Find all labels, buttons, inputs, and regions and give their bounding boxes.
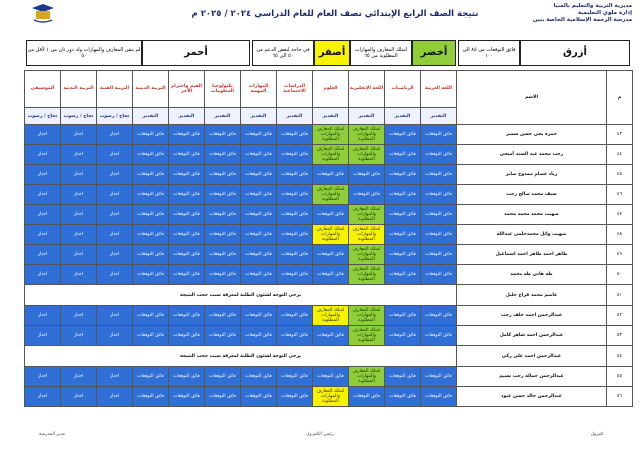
grade-cell: امتلك المعارف والمهارات المطلوبة (313, 225, 349, 245)
table-row (25, 245, 633, 265)
grade-cell: فائق التوقعات (385, 165, 421, 185)
table-row (25, 165, 633, 185)
student-number: ٥٥ (607, 367, 633, 387)
table-row (25, 225, 633, 245)
grade-cell: فائق التوقعات (205, 185, 241, 205)
subject-subheader: نجاح / رسوب (97, 108, 133, 125)
student-number: ٤٣ (607, 125, 633, 145)
student-number: ٥٣ (607, 326, 633, 346)
grade-cell: فائق التوقعات (133, 125, 169, 145)
grade-cell: اجتاز (61, 265, 97, 285)
grade-cell: فائق التوقعات (205, 387, 241, 407)
table-row (25, 306, 633, 326)
grade-cell: اجتاز (97, 306, 133, 326)
subject-subheader: التقدير (421, 108, 457, 125)
student-number: ٤٩ (607, 245, 633, 265)
grade-cell: اجتاز (61, 306, 97, 326)
grade-cell: اجتاز (61, 367, 97, 387)
school-label: مدرسة الرحمة الإسلامية الخاصة بنين (532, 17, 632, 23)
student-name: عبدالرحمن احمد خلف رجب (457, 306, 607, 326)
page-title: نتيجة الصف الرابع الإبتدائي نصف العام للعام الدراسي ٢٠٢٤ / ٢٠٢٥ م (191, 9, 479, 19)
grade-cell: فائق التوقعات (133, 367, 169, 387)
student-number: ٥٠ (607, 265, 633, 285)
grade-cell: امتلك المعارف والمهارات المطلوبة (349, 326, 385, 346)
subject-subheader: التقدير (169, 108, 205, 125)
grade-cell: اجتاز (61, 205, 97, 225)
grade-cell: فائق التوقعات (133, 306, 169, 326)
subject-header: تكنولوجيا المعلومات (205, 71, 241, 108)
grade-cell: فائق التوقعات (133, 245, 169, 265)
grade-cell: فائق التوقعات (169, 125, 205, 145)
grade-cell: فائق التوقعات (241, 145, 277, 165)
grade-cell: فائق التوقعات (133, 205, 169, 225)
grade-cell: فائق التوقعات (205, 125, 241, 145)
grade-cell: اجتاز (25, 125, 61, 145)
subject-header: الرياضيات (385, 71, 421, 108)
subject-subheader: التقدير (133, 108, 169, 125)
footer-middle: رئيس الكنترول (306, 432, 334, 437)
grade-cell: فائق التوقعات (169, 225, 205, 245)
student-name: عبدالرحمن خالد حسن عبود (457, 387, 607, 407)
administration-label: إدارة ملوي التعليمية (577, 10, 632, 16)
grade-cell: فائق التوقعات (277, 265, 313, 285)
grade-cell: فائق التوقعات (241, 185, 277, 205)
grade-cell: فائق التوقعات (385, 125, 421, 145)
grade-cell: فائق التوقعات (277, 245, 313, 265)
legend-blue-word (520, 40, 630, 66)
student-name: طاهر احمد طاهر احمد اسماعيل (457, 245, 607, 265)
grade-cell: فائق التوقعات (349, 185, 385, 205)
grade-cell: فائق التوقعات (205, 165, 241, 185)
grade-cell: فائق التوقعات (349, 387, 385, 407)
grade-cell: فائق التوقعات (241, 165, 277, 185)
grade-cell: اجتاز (25, 265, 61, 285)
header-institution (522, 3, 632, 24)
grade-cell: فائق التوقعات (385, 387, 421, 407)
grade-cell: اجتاز (25, 306, 61, 326)
grade-cell: فائق التوقعات (421, 326, 457, 346)
subject-subheader: التقدير (385, 108, 421, 125)
grade-cell: فائق التوقعات (169, 165, 205, 185)
subject-header: المهارات المهنية (241, 71, 277, 108)
table-row (25, 265, 633, 285)
grade-cell: فائق التوقعات (241, 265, 277, 285)
grade-cell: فائق التوقعات (313, 245, 349, 265)
grade-cell: فائق التوقعات (205, 145, 241, 165)
student-number: ٤٦ (607, 185, 633, 205)
table-row (25, 346, 633, 367)
student-name: حمزة يحي حسن سمير (457, 125, 607, 145)
grade-cell: فائق التوقعات (133, 225, 169, 245)
table-row (25, 125, 633, 145)
grade-cell: اجتاز (25, 245, 61, 265)
subject-subheader: التقدير (277, 108, 313, 125)
grade-cell: فائق التوقعات (421, 145, 457, 165)
legend-red-label: أحمر (184, 47, 208, 58)
grade-cell: اجتاز (61, 326, 97, 346)
withheld-result-notice: يرجى التوجه لشئون الطلبة لمعرفة سبب حجب النتيجة (25, 346, 457, 367)
grade-cell: فائق التوقعات (385, 145, 421, 165)
grade-cell: فائق التوقعات (169, 265, 205, 285)
grade-cell: فائق التوقعات (205, 367, 241, 387)
table-row (25, 285, 633, 306)
grade-cell: فائق التوقعات (421, 185, 457, 205)
grade-cell: اجتاز (97, 125, 133, 145)
grade-cell: اجتاز (97, 265, 133, 285)
grade-cell: فائق التوقعات (205, 245, 241, 265)
grade-cell: اجتاز (25, 165, 61, 185)
grade-cell: فائق التوقعات (313, 165, 349, 185)
grade-cell: اجتاز (97, 326, 133, 346)
grade-cell: فائق التوقعات (205, 326, 241, 346)
grade-cell: فائق التوقعات (421, 165, 457, 185)
grade-cell: اجتاز (25, 185, 61, 205)
grade-cell: فائق التوقعات (277, 326, 313, 346)
withheld-result-notice: يرجى التوجه لشئون الطلبة لمعرفة سبب حجب النتيجة (25, 285, 457, 306)
subject-header: التربية الدينية (133, 71, 169, 108)
grade-cell: فائق التوقعات (133, 165, 169, 185)
student-name: عبدالرحمن احمد علي زكي (457, 346, 607, 367)
table-row (25, 326, 633, 346)
grade-cell: فائق التوقعات (385, 245, 421, 265)
grade-cell: فائق التوقعات (313, 265, 349, 285)
student-name: عبدالرحمن احمد شاهر كامل (457, 326, 607, 346)
student-name: عاصم محمد فراج خليل (457, 285, 607, 306)
grade-cell: اجتاز (61, 387, 97, 407)
grade-cell: فائق التوقعات (421, 265, 457, 285)
legend-blue-label: أزرق (563, 47, 587, 58)
legend-yellow-description: في حاجة لبعض الدعم من ٥٠ الى ٦٥ (252, 40, 314, 66)
grade-cell: فائق التوقعات (313, 367, 349, 387)
grade-cell: امتلك المعارف والمهارات المطلوبة (313, 145, 349, 165)
grade-cell: فائق التوقعات (277, 165, 313, 185)
grade-cell: فائق التوقعات (169, 205, 205, 225)
subject-header: التربية الفنية (97, 71, 133, 108)
grade-cell: اجتاز (97, 225, 133, 245)
grade-cell: فائق التوقعات (133, 387, 169, 407)
student-name: عبدالرحمن جمالة رجب نسيم (457, 367, 607, 387)
grade-cell: اجتاز (97, 145, 133, 165)
grade-cell: فائق التوقعات (277, 225, 313, 245)
student-name: سيف محمد صالح رجب (457, 185, 607, 205)
grade-cell: اجتاز (97, 367, 133, 387)
grade-cell: امتلك المعارف والمهارات المطلوبة (349, 225, 385, 245)
subject-header: اللغة الإنجليزية (349, 71, 385, 108)
grade-cell: فائق التوقعات (169, 326, 205, 346)
grade-cell: فائق التوقعات (169, 185, 205, 205)
subject-subheader: التقدير (241, 108, 277, 125)
subject-subheader: التقدير (313, 108, 349, 125)
subject-header: الموسيقى (25, 71, 61, 108)
grade-cell: اجتاز (25, 205, 61, 225)
grade-cell: فائق التوقعات (169, 145, 205, 165)
grade-cell: فائق التوقعات (241, 125, 277, 145)
grade-cell: امتلك المعارف والمهارات المطلوبة (349, 265, 385, 285)
school-logo-icon (30, 2, 56, 24)
results-table (24, 70, 633, 407)
student-name: صهيب محمد محمد محمد (457, 205, 607, 225)
student-name: طه هاني طه محمد (457, 265, 607, 285)
student-name: صهيب وائل محمدحلمي عبدالله (457, 225, 607, 245)
grade-cell: اجتاز (61, 245, 97, 265)
grade-cell: فائق التوقعات (385, 326, 421, 346)
grade-cell: فائق التوقعات (133, 326, 169, 346)
student-number: ٤٥ (607, 165, 633, 185)
grade-cell: فائق التوقعات (205, 205, 241, 225)
grade-cell: فائق التوقعات (385, 225, 421, 245)
student-number: ٥٦ (607, 387, 633, 407)
table-row (25, 145, 633, 165)
table-row (25, 185, 633, 205)
grade-cell: فائق التوقعات (241, 387, 277, 407)
grade-cell: امتلك المعارف والمهارات المطلوبة (349, 125, 385, 145)
grade-cell: امتلك المعارف والمهارات المطلوبة (349, 245, 385, 265)
grade-cell: امتلك المعارف والمهارات المطلوبة (313, 306, 349, 326)
grade-cell: فائق التوقعات (421, 125, 457, 145)
grade-cell: فائق التوقعات (313, 205, 349, 225)
grade-cell: اجتاز (97, 387, 133, 407)
grade-cell: فائق التوقعات (205, 265, 241, 285)
student-number: ٥٢ (607, 306, 633, 326)
subject-header: القيم واحترام الآخر (169, 71, 205, 108)
footer-right: كنترول (590, 432, 604, 437)
grade-cell: امتلك المعارف والمهارات المطلوبة (349, 306, 385, 326)
grade-cell: فائق التوقعات (133, 265, 169, 285)
grade-cell: اجتاز (97, 245, 133, 265)
legend-red-description: لم يتقن المعارف والمهارات وله دور ثان من ١ لأقل من ٥٠ (26, 40, 142, 66)
grade-cell: فائق التوقعات (349, 165, 385, 185)
student-number: ٤٤ (607, 145, 633, 165)
grade-cell: فائق التوقعات (241, 306, 277, 326)
grade-cell: فائق التوقعات (277, 205, 313, 225)
grade-cell: فائق التوقعات (133, 185, 169, 205)
subject-header: اللغة العربية (421, 71, 457, 108)
grade-cell: فائق التوقعات (421, 225, 457, 245)
grade-cell: فائق التوقعات (313, 326, 349, 346)
name-column-header: الاسم (457, 71, 607, 125)
grade-cell: فائق التوقعات (385, 205, 421, 225)
legend-yellow-word (314, 40, 350, 66)
grade-cell: فائق التوقعات (421, 387, 457, 407)
grade-cell: اجتاز (97, 205, 133, 225)
grade-cell: اجتاز (97, 185, 133, 205)
student-number: ٤٨ (607, 225, 633, 245)
student-number: ٥٤ (607, 346, 633, 367)
grade-cell: فائق التوقعات (421, 245, 457, 265)
grade-cell: فائق التوقعات (169, 306, 205, 326)
table-row (25, 205, 633, 225)
student-number: ٥١ (607, 285, 633, 306)
grade-cell: اجتاز (25, 367, 61, 387)
directorate-label: مديرية التربية والتعليم بالمنيا (553, 3, 632, 9)
grade-cell: امتلك المعارف والمهارات المطلوبة (349, 145, 385, 165)
grade-cell: فائق التوقعات (277, 367, 313, 387)
grade-cell: فائق التوقعات (169, 387, 205, 407)
grade-cell: اجتاز (25, 387, 61, 407)
grade-cell: اجتاز (25, 145, 61, 165)
grade-cell: فائق التوقعات (421, 306, 457, 326)
grade-cell: اجتاز (25, 225, 61, 245)
table-row (25, 387, 633, 407)
grade-cell: فائق التوقعات (133, 145, 169, 165)
legend-blue-description: فائق التوقعات من ٨٥ الى ١٠٠ (458, 40, 520, 66)
grade-cell: فائق التوقعات (385, 265, 421, 285)
legend-red-word (142, 40, 250, 66)
grade-cell: امتلك المعارف والمهارات المطلوبة (313, 125, 349, 145)
grade-cell: فائق التوقعات (241, 245, 277, 265)
student-name: زياد عصام ممدوح صابر (457, 165, 607, 185)
grade-cell: فائق التوقعات (385, 306, 421, 326)
grade-cell: اجتاز (61, 165, 97, 185)
grade-cell: فائق التوقعات (241, 326, 277, 346)
grade-cell: فائق التوقعات (277, 306, 313, 326)
grade-cell: فائق التوقعات (421, 367, 457, 387)
grade-cell: فائق التوقعات (421, 205, 457, 225)
grade-cell: امتلك المعارف والمهارات المطلوبة (349, 205, 385, 225)
number-column-header: م (607, 71, 633, 125)
grade-cell: اجتاز (25, 326, 61, 346)
legend-green-word (412, 40, 456, 66)
grade-cell: فائق التوقعات (277, 185, 313, 205)
grade-cell: فائق التوقعات (277, 387, 313, 407)
grade-cell: فائق التوقعات (241, 367, 277, 387)
grade-cell: فائق التوقعات (385, 367, 421, 387)
grade-cell: فائق التوقعات (241, 225, 277, 245)
legend-yellow-label: أصفر (318, 47, 346, 58)
grade-cell: امتلك المعارف والمهارات المطلوبة (313, 387, 349, 407)
grade-cell: فائق التوقعات (385, 185, 421, 205)
student-number: ٤٧ (607, 205, 633, 225)
grade-cell: فائق التوقعات (205, 306, 241, 326)
grade-cell: اجتاز (61, 225, 97, 245)
subject-subheader: التقدير (349, 108, 385, 125)
table-row (25, 367, 633, 387)
subject-header: العلوم (313, 71, 349, 108)
grade-cell: اجتاز (61, 145, 97, 165)
legend-green-label: أخضر (420, 47, 448, 58)
grade-cell: فائق التوقعات (169, 245, 205, 265)
subject-subheader: نجاح / رسوب (61, 108, 97, 125)
grade-cell: امتلك المعارف والمهارات المطلوبة (349, 367, 385, 387)
grade-cell: فائق التوقعات (169, 367, 205, 387)
grade-cell: اجتاز (61, 185, 97, 205)
grade-cell: فائق التوقعات (205, 225, 241, 245)
grade-cell: اجتاز (61, 125, 97, 145)
footer-left: مدير المدرسة (39, 432, 65, 437)
subject-subheader: التقدير (205, 108, 241, 125)
student-name: رجب محمد عبد السند أمنحي (457, 145, 607, 165)
grade-cell: فائق التوقعات (277, 145, 313, 165)
grade-cell: فائق التوقعات (277, 125, 313, 145)
subject-header: التربية البدنية (61, 71, 97, 108)
grade-cell: اجتاز (97, 165, 133, 185)
subject-header: الدراسات الاجتماعية (277, 71, 313, 108)
grade-cell: امتلك المعارف والمهارات المطلوبة (313, 185, 349, 205)
grade-cell: فائق التوقعات (241, 205, 277, 225)
legend-green-description: امتلك المعارف والمهارات المطلوبة من ٦٥ (350, 40, 412, 66)
subject-subheader: نجاح / رسوب (25, 108, 61, 125)
